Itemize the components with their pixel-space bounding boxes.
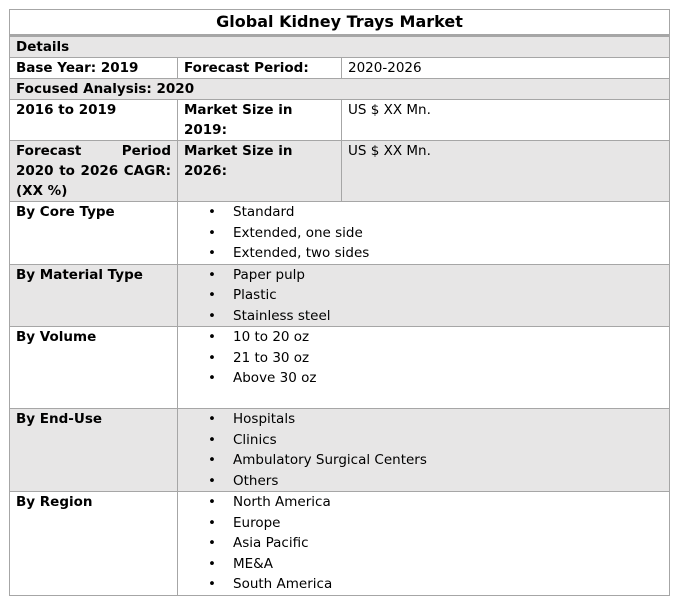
cagr-label: Forecast Period 2020 to 2026 CAGR: (XX %) [10, 141, 178, 202]
list-item: • Plastic [184, 285, 663, 306]
list-item: • Extended, one side [184, 223, 663, 244]
list-item: • Hospitals [184, 409, 663, 430]
list-item: • Standard [184, 202, 663, 223]
list-item: • Europe [184, 513, 663, 534]
forecast-period-label: Forecast Period: [178, 58, 342, 79]
list-item: • Others [184, 471, 663, 492]
list-item: • ME&A [184, 554, 663, 575]
segment-items-volume [178, 327, 670, 409]
list-item: • Stainless steel [184, 306, 663, 327]
segment-items-material-type [178, 264, 670, 327]
base-year: Base Year: 2019 [10, 58, 178, 79]
list-item: • Asia Pacific [184, 533, 663, 554]
segment-items-core-type [178, 202, 670, 265]
segment-items-end-use [178, 409, 670, 492]
forecast-period-value: 2020-2026 [342, 58, 670, 79]
market-summary-table [9, 9, 670, 596]
list-item: • South America [184, 574, 663, 595]
segment-label-volume: By Volume [10, 327, 178, 409]
segment-label-end-use: By End-Use [10, 409, 178, 492]
segment-label-core-type: By Core Type [10, 202, 178, 265]
list-item: • 21 to 30 oz [184, 348, 663, 369]
market-size-2026-value: US $ XX Mn. [342, 141, 670, 202]
focused-analysis: Focused Analysis: 2020 [10, 79, 670, 100]
details-label: Details [10, 36, 670, 58]
list-item: • Extended, two sides [184, 243, 663, 264]
market-size-2019-label: Market Size in 2019: [178, 100, 342, 141]
segment-items-region [178, 492, 670, 596]
list-item: • Clinics [184, 430, 663, 451]
market-size-2026-label: Market Size in 2026: [178, 141, 342, 202]
list-item: • Paper pulp [184, 265, 663, 286]
history-range: 2016 to 2019 [10, 100, 178, 141]
list-item: • North America [184, 492, 663, 513]
segment-label-region: By Region [10, 492, 178, 596]
segment-label-material-type: By Material Type [10, 264, 178, 327]
market-size-2019-value: US $ XX Mn. [342, 100, 670, 141]
list-item: • 10 to 20 oz [184, 327, 663, 348]
market-table-container [9, 9, 669, 596]
table-title: Global Kidney Trays Market [10, 10, 670, 36]
list-item: • Ambulatory Surgical Centers [184, 450, 663, 471]
list-item: • Above 30 oz [184, 368, 663, 389]
